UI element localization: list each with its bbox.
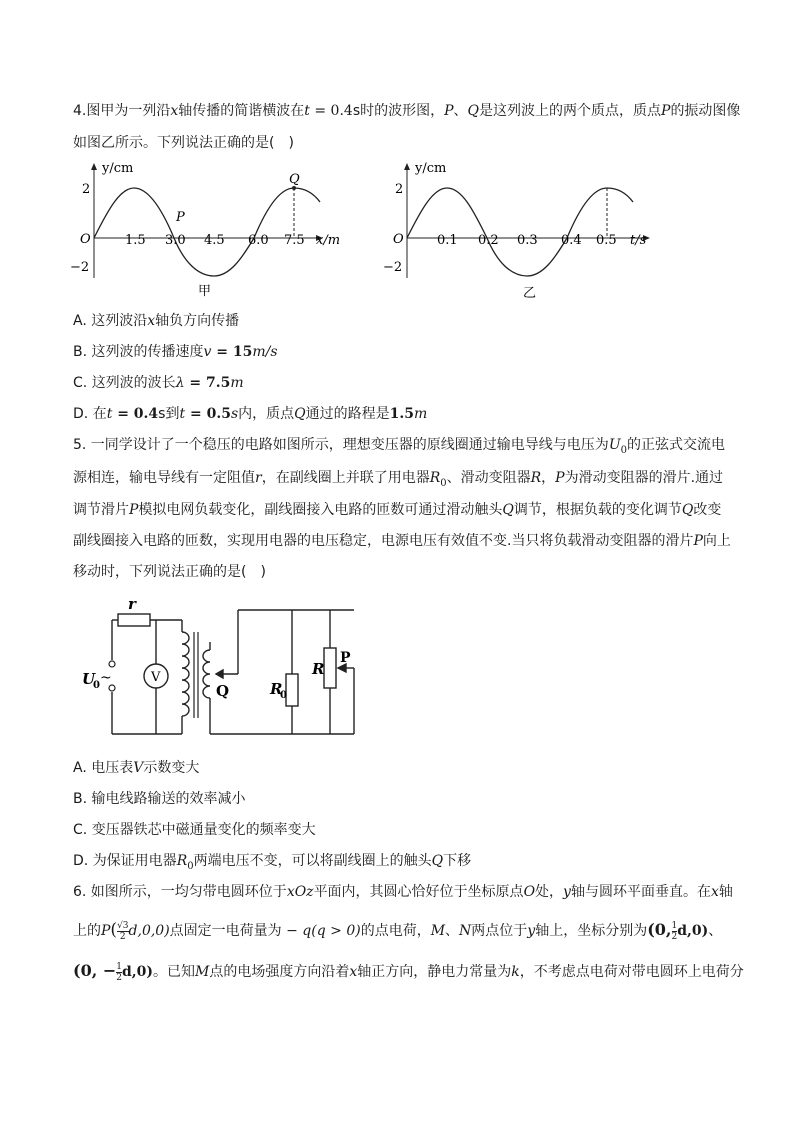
t-tick-4: 0.4 [561,233,582,248]
rheostat-r [324,648,336,688]
point-q-label: Q [289,172,300,187]
resistor-r [118,614,150,626]
vibration-curve [407,188,633,276]
y-tick-neg2: −2 [70,260,90,275]
x-label: x/m [316,233,341,248]
vibration-graph-yi [383,150,663,305]
y-tick-2: 2 [395,182,404,197]
q-label: Q [216,682,230,700]
y-tick-neg2: −2 [383,260,403,275]
x-tick-5: 7.5 [284,233,305,248]
t-label: t/s [630,233,647,248]
x-tick-3: 4.5 [204,233,225,248]
q5-option-c[interactable]: C. 变压器铁芯中磁通量变化的频率变大 [73,822,316,838]
y-label: y/cm [102,161,134,176]
r-label: r [128,595,136,613]
q5-stem-line-1: 5. 一同学设计了一个稳压的电路如图所示，理想变压器的原线圈通过输电导线与电压为$U_0$的正弦式交流电 [73,437,725,456]
q5-stem-line-5: 移动时，下列说法正确的是( ) [73,564,266,580]
circuit-diagram [80,592,370,747]
q4-option-c[interactable]: C. 这列波的波长λ = 7.5m [73,375,244,391]
q4-stem-line-2: 如图乙所示。下列说法正确的是( ) [73,135,294,151]
q6-stem-line-2: 上的P( $\frac{√3}{2}$ d,0,0)点固定一电荷量为 − q(q > 0)的点电荷，M、N两点位于y轴上，坐标分别为(0, $\frac{1}{2}$ d,0)、 [73,920,723,942]
rheostat-label: R [312,660,325,678]
voltmeter-label: V [151,670,161,685]
secondary-coil [203,650,210,698]
wave-graph-jia [70,150,360,305]
origin-label: O [80,232,91,247]
q4-option-b[interactable]: B. 这列波的传播速度v = 15m/s [73,344,278,360]
x-tick-2: 3.0 [165,233,186,248]
q6-stem-line-1: 6. 如图所示，一均匀带电圆环位于xOz平面内，其圆心恰好位于坐标原点O处，y轴与圆环平面垂直。在x轴 [73,884,733,900]
q5-option-b[interactable]: B. 输电线路输送的效率减小 [73,791,246,807]
q6-stem-line-3: (0, − $\frac{1}{2}$ d,0)。已知M点的电场强度方向沿着x轴正方向，静电力常量为k，不考虑点电荷对带电圆环上电荷分 [73,961,744,983]
y-label: y/cm [415,161,447,176]
q5-stem-line-3: 调节滑片P模拟电网负载变化，副线圈接入电路的匝数可通过滑动触头Q调节，根据负载的变化调节Q改变 [73,502,722,518]
p-label: P [340,650,351,666]
x-tick-4: 6.0 [248,233,269,248]
u0-label: U [82,670,96,688]
q5-stem-line-4: 副线圈接入电路的匝数，实现用电器的电压稳定，电源电压有效值不变.当只将负载滑动变阻器的滑片P向上 [73,533,731,549]
r0-sub: 0 [280,690,287,701]
q5-option-d[interactable]: D. 为保证用电器$R_0$两端电压不变，可以将副线圈上的触头Q下移 [73,853,472,872]
q5-stem-line-2: 源相连，输电导线有一定阻值r，在副线圈上并联了用电器$R_0$、滑动变阻器R，P为滑动变阻器的滑片.通过 [73,470,724,489]
t-tick-2: 0.2 [478,233,499,248]
wave-curve [94,188,320,276]
q4-option-a[interactable]: A. 这列波沿x轴负方向传播 [73,313,240,329]
caption-yi: 乙 [523,286,537,301]
q4-stem-line-1: 4.图甲为一列沿x轴传播的简谐横波在t = 0.4s时的波形图，P、Q是这列波上的两个质点，质点P的振动图像 [73,103,741,119]
terminal-top [109,661,115,667]
x-tick-1: 1.5 [125,233,146,248]
t-tick-1: 0.1 [437,233,458,248]
resistor-r0 [286,674,298,706]
r0-label: R [270,680,283,698]
q4-option-d[interactable]: D. 在t = 0.4s到t = 0.5s内，质点Q通过的路程是1.5m [73,406,428,422]
origin-label: O [393,232,404,247]
y-tick-2: 2 [82,182,91,197]
primary-coil [182,632,189,716]
t-tick-3: 0.3 [517,233,538,248]
tilde-label: ~ [100,670,112,686]
u0-sub: 0 [93,680,100,691]
caption-jia: 甲 [198,284,212,299]
point-p-label: P [176,210,185,225]
t-tick-5: 0.5 [596,233,617,248]
q5-option-a[interactable]: A. 电压表V示数变大 [73,760,200,776]
